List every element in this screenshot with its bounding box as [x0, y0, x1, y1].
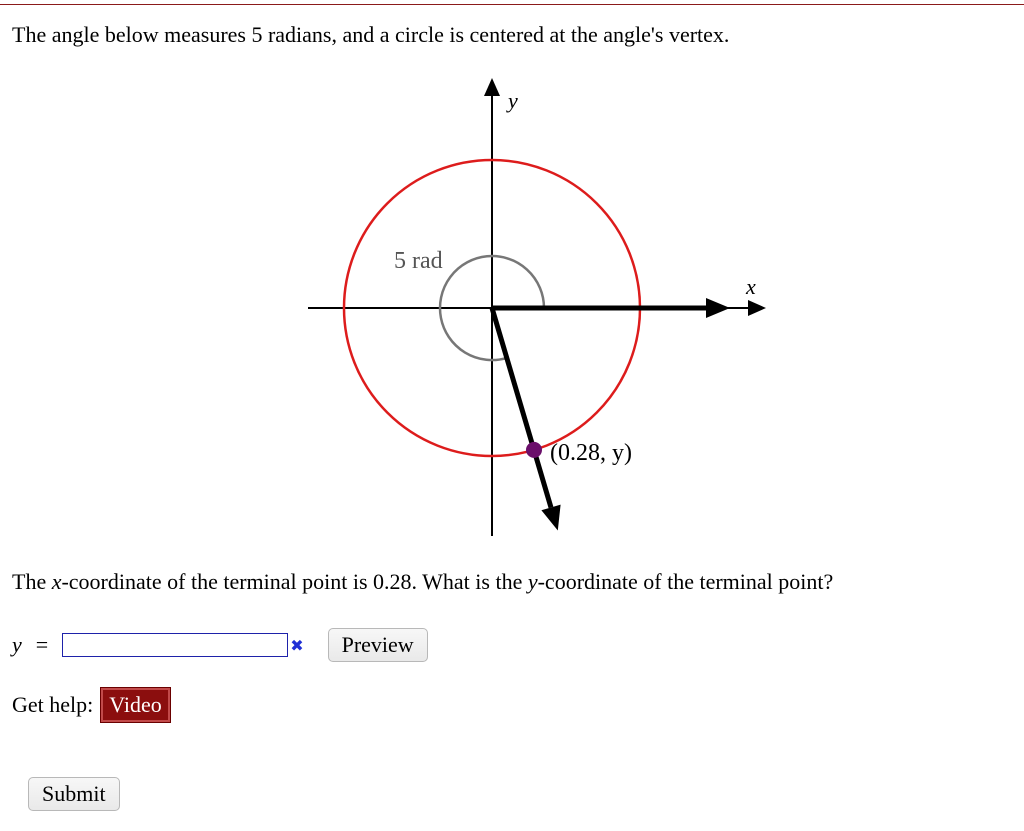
question-text: The angle below measures 5 radians, and a circle is centered at the angle's vertex. — [12, 22, 730, 47]
initial-ray-arrow-icon — [706, 298, 730, 318]
incorrect-icon: ✖ — [290, 635, 304, 655]
prompt-var-x: x — [51, 569, 62, 594]
help-label: Get help: — [12, 692, 94, 717]
answer-equals: = — [35, 632, 49, 657]
terminal-ray — [492, 308, 551, 508]
help-row — [12, 688, 170, 722]
preview-button[interactable]: Preview — [328, 628, 428, 662]
terminal-point-label: (0.28, y) — [550, 440, 632, 466]
x-axis-label: x — [746, 274, 756, 299]
terminal-point — [526, 442, 542, 458]
y-axis-label: y — [508, 88, 518, 113]
answer-label: y — [12, 632, 22, 657]
prompt-part-3: -coordinate of the terminal point? — [537, 569, 834, 594]
submit-button[interactable]: Submit — [28, 777, 120, 811]
prompt-part-1: The — [12, 569, 52, 594]
prompt-text — [12, 566, 833, 598]
y-axis-arrow-icon — [484, 78, 500, 96]
answer-input[interactable] — [62, 633, 288, 657]
submit-wrap — [28, 777, 120, 811]
terminal-ray-arrow-icon — [541, 505, 560, 531]
prompt-var-y: y — [527, 569, 538, 594]
prompt-part-2: -coordinate of the terminal point is 0.28. What is the — [61, 569, 528, 594]
angle-label: 5 rad — [394, 248, 443, 274]
x-axis-arrow-icon — [748, 300, 766, 316]
video-help-button[interactable]: Video — [101, 688, 169, 722]
answer-row — [12, 626, 428, 664]
